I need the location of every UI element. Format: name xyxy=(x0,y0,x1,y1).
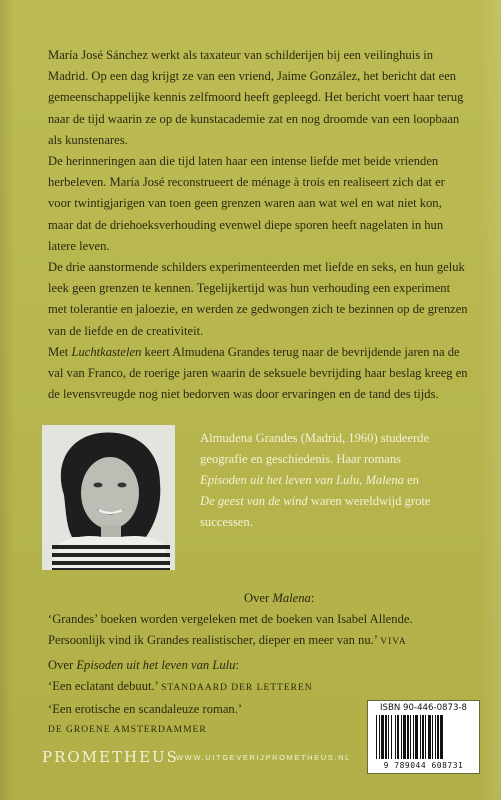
author-bio-intro: Almudena Grandes (Madrid, 1960) studeerde geografie en geschiedenis. Haar romans xyxy=(200,431,430,466)
review-malena xyxy=(48,588,473,653)
author-portrait-image xyxy=(42,425,175,570)
review-colon: : xyxy=(310,591,315,605)
book-title-luchtkastelen: Luchtkastelen xyxy=(71,344,142,359)
review-over-label: Over xyxy=(48,658,77,672)
author-bio-separator: , xyxy=(359,473,366,487)
publisher-url[interactable]: WWW.UITGEVERIJPROMETHEUS.NL xyxy=(176,753,351,762)
isbn-barcode xyxy=(367,700,480,774)
review-colon: : xyxy=(235,658,239,672)
book-title-geest: De geest van de wind xyxy=(200,494,308,508)
review-quote-text: ‘Grandes’ boeken worden vergeleken met de boeken van Isabel Allende. Persoonlijk vind ik Grandes realistischer, dieper en meer van nu.’ xyxy=(48,612,413,647)
blurb-paragraph-4 xyxy=(48,342,468,406)
review-lulu-quote-2: ‘Een erotische en scandaleuze roman.’ xyxy=(48,702,243,716)
review-lulu-quote-1 xyxy=(48,676,358,699)
review-book-title: Malena xyxy=(272,591,311,605)
review-source: VIVA xyxy=(380,637,407,647)
author-bio-end: waren wereldwijd grote successen. xyxy=(200,494,431,529)
author-photo xyxy=(42,425,175,570)
isbn-number: ISBN 90-446-0873-8 xyxy=(379,703,468,713)
review-lulu-source-2: DE GROENE AMSTERDAMMER xyxy=(48,725,207,735)
review-lulu xyxy=(48,655,358,741)
review-quote-text: ‘Een eclatant debuut.’ xyxy=(48,679,158,693)
review-over-label: Over xyxy=(244,591,273,605)
publisher-logo: PROMETHEUS xyxy=(42,748,179,766)
book-title-malena: Malena xyxy=(365,473,404,487)
blurb-paragraph-3: De drie aanstormende schilders experimenteerden met liefde en seks, en hun geluk leek geen grenzen te kennen. Tegelijkertijd was hun verhouding een experiment met tolerantie en jaloezie, en werden ze gedwongen zich te bezinnen op de grenzen van de liefde en de creativiteit. xyxy=(48,260,468,338)
author-bio-and: en xyxy=(403,473,419,487)
review-source: STANDAARD DER LETTEREN xyxy=(161,683,313,693)
ean-number: 9 789044 608731 xyxy=(383,761,464,770)
review-malena-heading xyxy=(244,588,473,609)
review-lulu-heading xyxy=(48,655,358,676)
book-title-lulu: Episoden uit het leven van Lulu xyxy=(200,473,360,487)
author-bio-text xyxy=(200,428,470,533)
review-malena-quote xyxy=(48,609,473,653)
review-book-title: Episoden uit het leven van Lulu xyxy=(76,658,236,672)
author-bio xyxy=(200,428,470,533)
blurb-paragraph-2: De herinneringen aan die tijd laten haar een intense liefde met beide vrienden herbeleven. María José reconstrueert de ménage à trois en realiseert zich dat er voor twintigjarigen van toen geen grenzen waren aan wat wel en wat niet kon, maar dat de driehoeksverhouding evenwel diepe sporen heeft nagelaten in hun latere leven. xyxy=(48,154,445,253)
blurb-text xyxy=(48,45,468,405)
blurb-paragraph-1: María José Sánchez werkt als taxateur van schilderijen bij een veilinghuis in Madrid. Op een dag krijgt ze van een vriend, Jaime González, het bericht dat een gemeenschappelijke kennis zelfmoord heeft gepleegd. Het bericht voert haar terug naar de tijd waarin ze op de kunstacademie zat en nog droomde van een loopbaan als kunstenares. xyxy=(48,48,464,147)
blurb-p4-prefix: Met xyxy=(48,344,72,359)
blurb-p4-rest: keert Almudena Grandes terug naar de bevrijdende jaren na de val van Franco, de roerige jaren waarin de seksuele bevrijding haar beslag kreeg en de levensvreugde nog niet bedorven was door ervaringen en de tand des tijds. xyxy=(48,344,468,402)
